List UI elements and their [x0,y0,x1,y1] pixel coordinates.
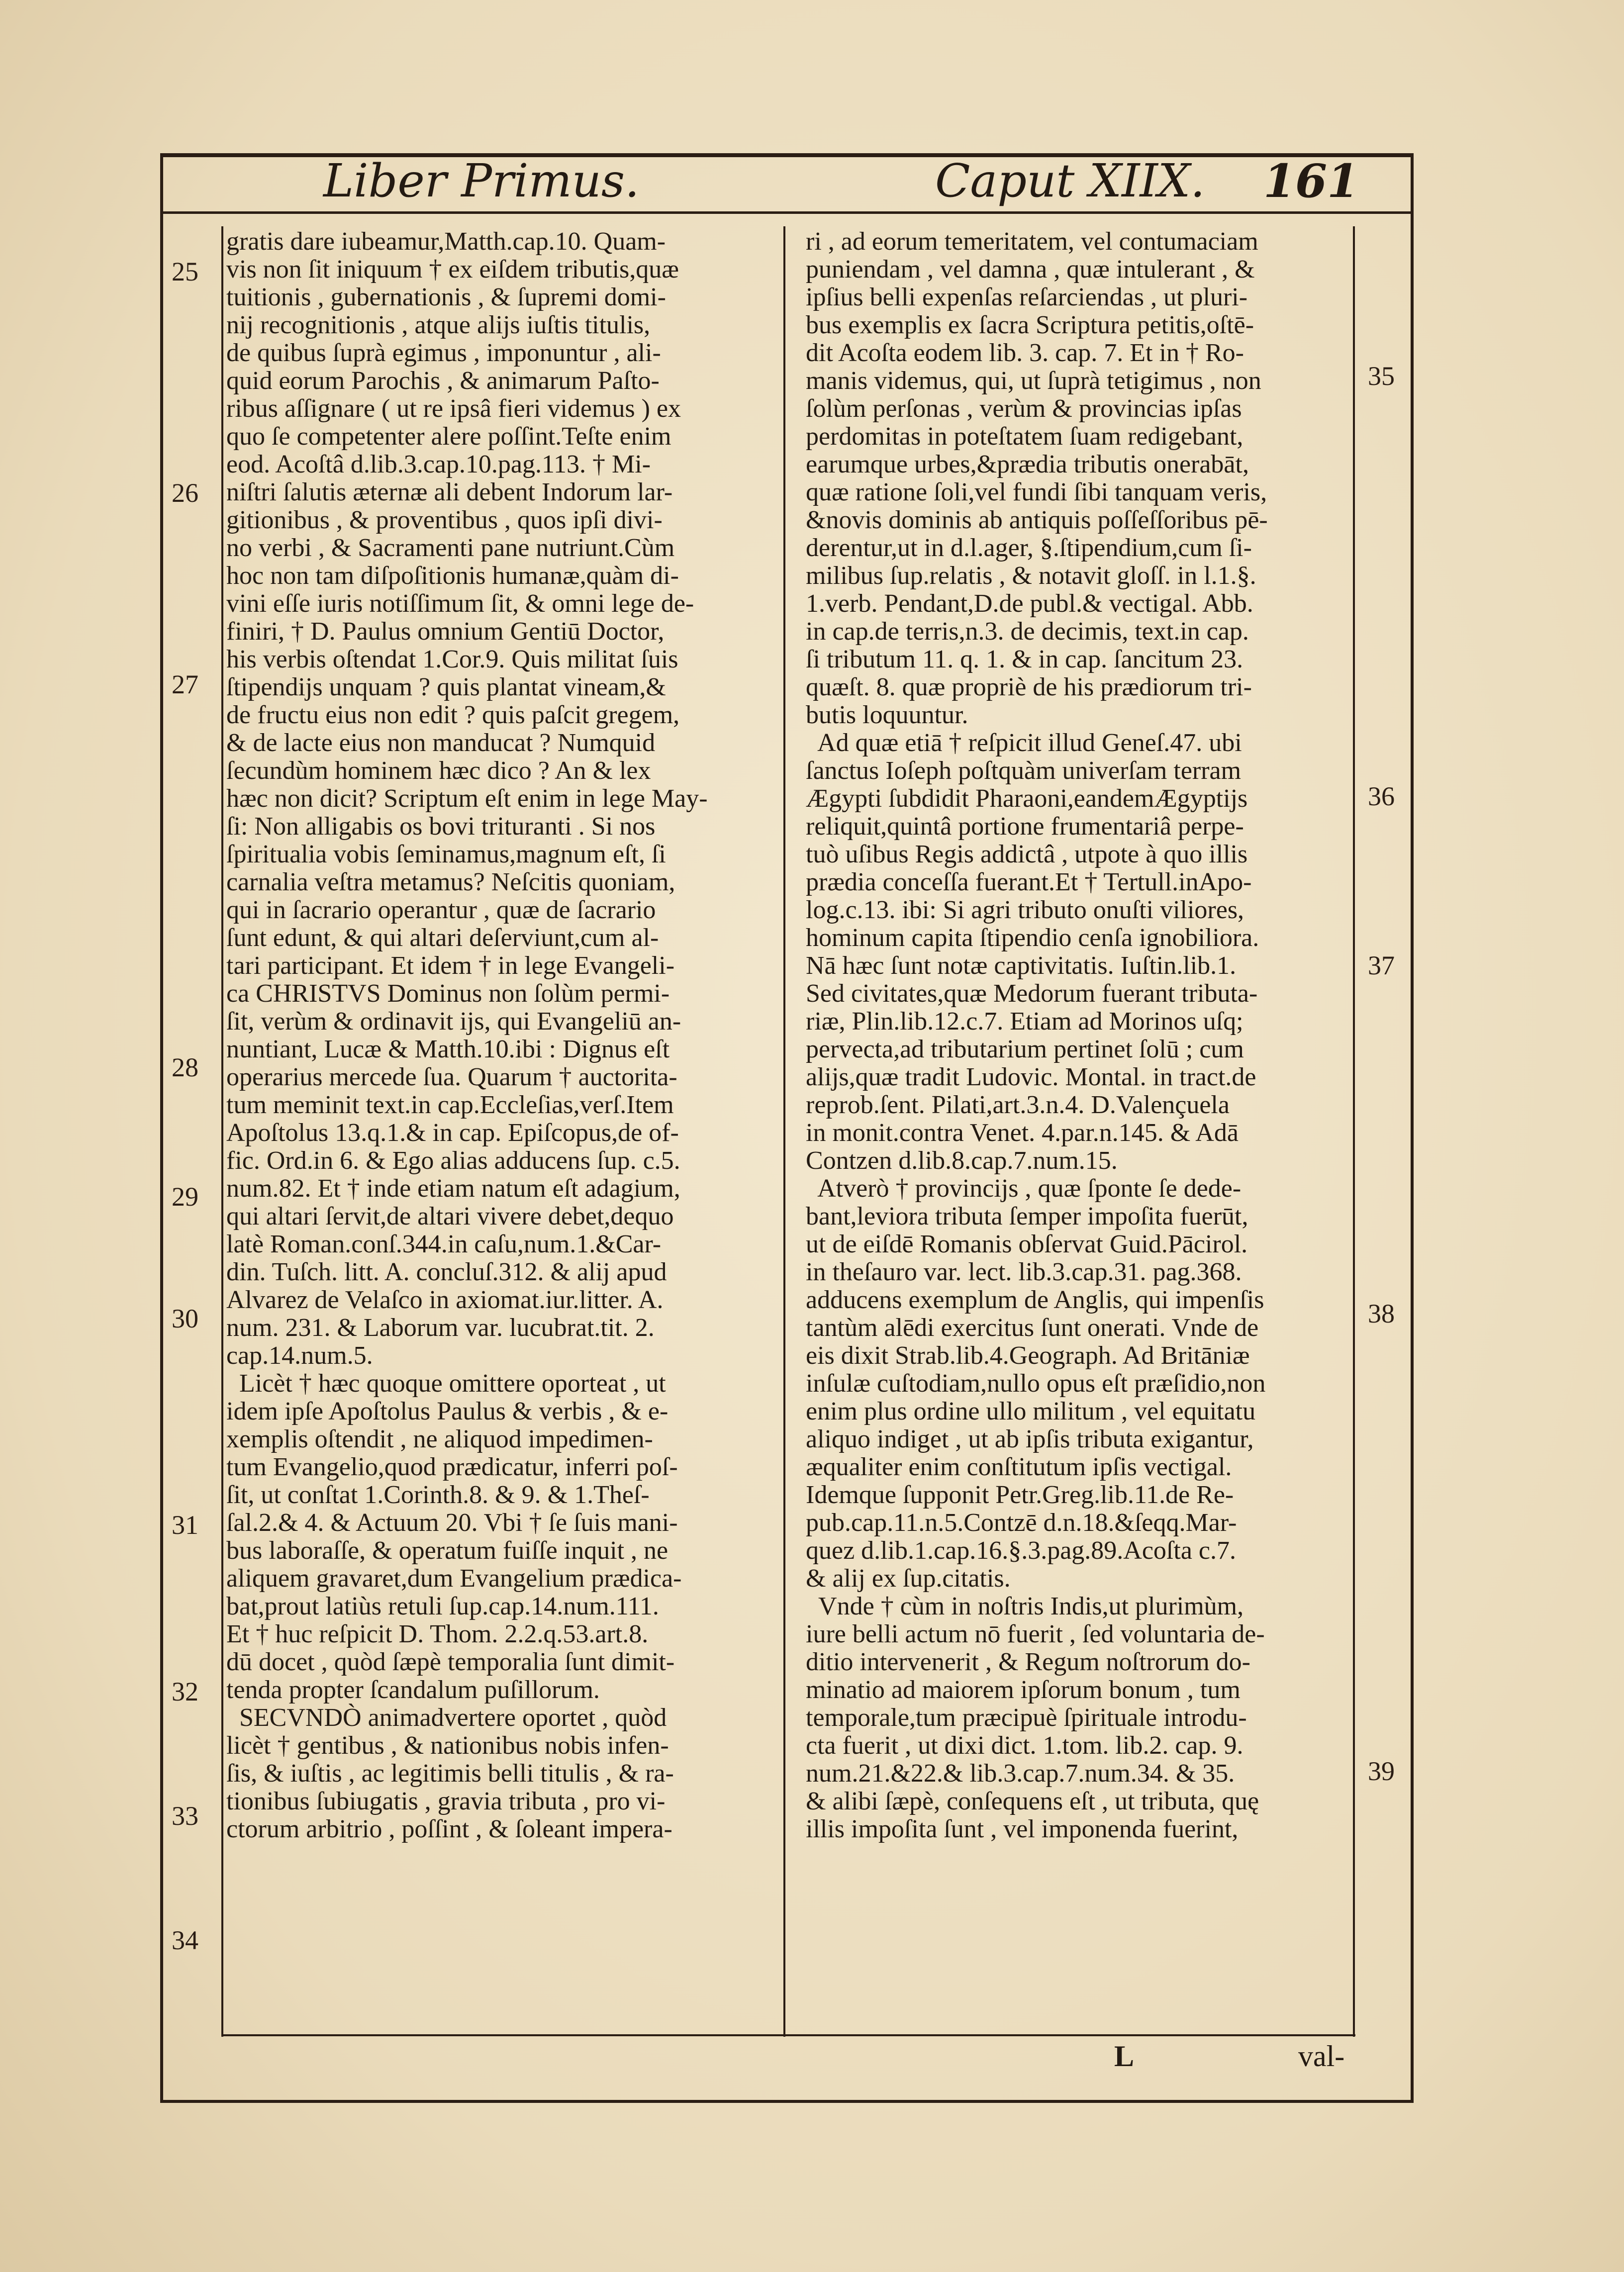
text-line: pub.cap.11.n.5.Contzē d.n.18.&ſeqq.Mar- [806,1509,1237,1537]
text-line: idem ipſe Apoſtolus Paulus & verbis , & e- [226,1397,669,1425]
text-line: qui in ſacrario operantur , quæ de ſacrario [226,896,656,924]
text-line: &novis dominis ab antiquis poſſeſſoribus pē- [806,506,1268,534]
text-line: bus laboraſſe, & operatum fuiſſe inquit , ne [226,1536,669,1565]
text-line: num.82. Et † inde etiam natum eſt adagium, [226,1174,680,1203]
text-line: ut de eiſdē Romanis obſervat Guid.Pācirol. [806,1230,1248,1258]
text-line: niſtri ſalutis æternæ ali debent Indorum lar- [226,478,673,506]
text-line: enim plus ordine ullo militum , vel equitatu [806,1397,1256,1425]
margin-number: 38 [1368,1299,1395,1328]
text-line: eis dixit Strab.lib.4.Geograph. Ad Britāniæ [806,1341,1250,1370]
text-line: & alibi ſæpè, conſequens eſt , ut tributa, quę [806,1787,1259,1815]
text-line: tionibus ſubiugatis , gravia tributa , pro vi- [226,1787,666,1815]
text-line: hæc non dicit? Scriptum eſt enim in lege May- [226,784,708,813]
text-line: minatio ad maiorem ipſorum bonum , tum [806,1676,1241,1704]
text-line: derentur,ut in d.l.ager, §.ſtipendium,cum ſi- [806,534,1252,562]
text-line: in monit.contra Venet. 4.par.n.145. & Adā [806,1119,1239,1147]
text-line: ſtipendijs unquam ? quis plantat vineam,& [226,673,666,701]
text-line: Sed civitates,quæ Medorum fuerant tributa- [806,979,1258,1008]
page-number: 161 [1263,154,1359,208]
text-line: & alij ex ſup.citatis. [806,1564,1011,1593]
margin-number: 37 [1368,950,1395,980]
text-line: de quibus ſuprà egimus , imponuntur , ali- [226,339,661,367]
text-line: butis loquuntur. [806,701,968,729]
text-line: ſi tributum 11. q. 1. & in cap. ſancitum 23. [806,645,1243,673]
text-line: cap.14.num.5. [226,1341,373,1370]
text-line: aliquo indiget , ut ab ipſis tributa exigantur, [806,1425,1254,1453]
text-line: milibus ſup.relatis , & notavit gloſſ. in l.1.§. [806,562,1256,590]
text-line: vini eſſe iuris notiſſimum ſit, & omni lege de- [226,589,694,618]
text-line: Apoſtolus 13.q.1.& in cap. Epiſcopus,de of- [226,1119,679,1147]
text-line: licèt † gentibus , & nationibus nobis infen- [226,1731,669,1760]
text-line: ſis, & iuſtis , ac legitimis belli titulis , & ra- [226,1759,674,1788]
text-line: ſpiritualia vobis ſeminamus,magnum eſt, ſi [226,840,666,868]
text-line: in cap.de terris,n.3. de decimis, text.in cap. [806,617,1249,646]
text-line: Vnde † cùm in noſtris Indis,ut plurimùm, [806,1592,1244,1620]
text-line: ca CHRISTVS Dominus non ſolùm permi- [226,979,670,1008]
text-line: finiri, † D. Paulus omnium Gentiū Doctor, [226,617,665,646]
text-line: reprob.ſent. Pilati,art.3.n.4. D.Valençuela [806,1091,1230,1119]
text-line: bant,leviora tributa ſemper impoſita fuerūt, [806,1202,1248,1231]
text-line: num.21.&22.& lib.3.cap.7.num.34. & 35. [806,1759,1235,1788]
header-rule [160,211,1414,214]
text-line: quo ſe competenter alere poſſint.Teſte enim [226,422,671,451]
text-line: quid eorum Parochis , & animarum Paſto- [226,367,660,395]
text-line: ſal.2.& 4. & Actuum 20. Vbi † ſe ſuis mani- [226,1509,678,1537]
text-line: tum meminit text.in cap.Eccleſias,verſ.Item [226,1091,674,1119]
text-line: num. 231. & Laborum var. lucubrat.tit. 2. [226,1314,655,1342]
text-line: earumque urbes,&prædia tributis onerabāt, [806,450,1249,478]
text-line: bus exemplis ex ſacra Scriptura petitis,oſtē- [806,311,1254,339]
text-line: prædia conceſſa fuerant.Et † Tertull.inApo- [806,868,1252,896]
margin-number: 34 [172,1925,198,1955]
text-line: latè Roman.conſ.344.in caſu,num.1.&Car- [226,1230,662,1258]
margin-number: 26 [172,478,198,508]
text-line: riæ, Plin.lib.12.c.7. Etiam ad Morinos uſq; [806,1007,1243,1036]
text-line: tuò uſibus Regis addictâ , utpote à quo illis [806,840,1248,868]
text-line: ipſius belli expenſas reſarciendas , ut pluri- [806,283,1248,311]
margin-number: 35 [1368,361,1395,391]
text-line: adducens exemplum de Anglis, qui impenſis [806,1286,1264,1314]
text-line: & de lacte eius non manducat ? Numquid [226,729,656,757]
text-line: Licèt † hæc quoque omittere oporteat , ut [226,1369,666,1398]
text-line: gitionibus , & proventibus , quos ipſi divi- [226,506,663,534]
margin-number: 28 [172,1052,198,1082]
text-line: alijs,quæ tradit Ludovic. Montal. in tract.de [806,1063,1256,1091]
margin-number: 25 [172,257,198,286]
column-divider-rule [783,226,785,2037]
margin-number: 39 [1368,1756,1395,1786]
text-line: eod. Acoſtâ d.lib.3.cap.10.pag.113. † Mi- [226,450,651,478]
header-chapter-title: Caput XIIX. [935,154,1205,207]
right-text-column [806,228,1343,1843]
margin-number: 36 [1368,781,1395,811]
text-line: Idemque ſupponit Petr.Greg.lib.11.de Re- [806,1481,1234,1509]
text-block-left-rule [221,226,223,2037]
text-line: perdomitas in poteſtatem ſuam redigebant, [806,422,1243,451]
text-line: reliquit,quintâ portione frumentariâ perpe- [806,812,1244,841]
margin-number: 30 [172,1304,198,1333]
text-line: quæſt. 8. quæ propriè de his prædiorum tri- [806,673,1252,701]
text-line: Contzen d.lib.8.cap.7.num.15. [806,1146,1118,1175]
margin-number: 32 [172,1677,198,1706]
text-line: Atverò † provincijs , quæ ſponte ſe dede- [806,1174,1242,1203]
margin-number: 31 [172,1510,198,1540]
text-line: in theſauro var. lect. lib.3.cap.31. pag.368. [806,1258,1242,1286]
text-line: vis non ſit iniquum † ex eiſdem tributis,quæ [226,255,679,284]
text-line: operarius mercede ſua. Quarum † auctorita- [226,1063,677,1091]
text-line: Nā hæc ſunt notæ captivitatis. Iuſtin.lib.1. [806,951,1237,980]
bottom-rule [160,2100,1414,2103]
text-line: xemplis oſtendit , ne aliquod impedimen- [226,1425,653,1453]
text-line: Ad quæ etiā † reſpicit illud Geneſ.47. ubi [806,729,1242,757]
text-line: Et † huc reſpicit D. Thom. 2.2.q.53.art.8. [226,1620,649,1648]
text-line: cta fuerit , ut dixi dict. 1.tom. lib.2. cap. 9. [806,1731,1243,1760]
signature-mark: L [1114,2040,1135,2073]
text-line: quez d.lib.1.cap.16.§.3.pag.89.Acoſta c.7. [806,1536,1236,1565]
text-line: tari participant. Et idem † in lege Evangeli- [226,951,675,980]
margin-number: 29 [172,1182,198,1212]
text-line: ſit, verùm & ordinavit ijs, qui Evangeliū an- [226,1007,681,1036]
text-line: hominum capita ſtipendio cenſa ignobiliora. [806,924,1259,952]
text-line: ribus aſſignare ( ut re ipsâ fieri videmus ) ex [226,394,681,423]
text-line: ctorum arbitrio , poſſint , & ſoleant impera- [226,1815,672,1843]
text-line: tum Evangelio,quod prædicatur, inferri poſ- [226,1453,678,1481]
text-line: his verbis oſtendat 1.Cor.9. Quis militat ſuis [226,645,678,673]
text-line: ſit, ut conſtat 1.Corinth.8. & 9. & 1.Theſ- [226,1481,650,1509]
text-line: inſulæ cuſtodiam,nullo opus eſt præſidio,non [806,1369,1266,1398]
text-line: SECVNDÒ animadvertere oportet , quòd [226,1704,667,1732]
text-line: no verbi , & Sacramenti pane nutriunt.Cùm [226,534,675,562]
text-line: ditio intervenerit , & Regum noſtrorum do- [806,1648,1250,1676]
left-text-column [226,228,764,1843]
text-line: pervecta,ad tributarium pertinet ſolū ; cum [806,1035,1244,1063]
text-line: Alvarez de Velaſco in axiomat.iur.litter. A. [226,1286,664,1314]
text-line: Ægypti ſubdidit Pharaoni,eandemÆgyptijs [806,784,1248,813]
text-block-bottom-rule [221,2034,1355,2036]
text-line: bat,prout latiùs retuli ſup.cap.14.num.111. [226,1592,659,1620]
text-line: nij recognitionis , atque alijs iuſtis titulis, [226,311,651,339]
left-frame-rule [160,153,163,2103]
text-line: ſi: Non alligabis os bovi trituranti . Si nos [226,812,656,841]
text-line: hoc non tam diſpoſitionis humanæ,quàm di- [226,562,679,590]
text-line: de fructu eius non edit ? quis paſcit gregem, [226,701,680,729]
text-line: tantùm alēdi exercitus ſunt onerati. Vnde de [806,1314,1259,1342]
text-line: dū docet , quòd ſæpè temporalia ſunt dimit- [226,1648,675,1676]
text-line: manis videmus, qui, ut ſuprà tetigimus , non [806,367,1261,395]
text-line: tuitionis , gubernationis , & ſupremi domi- [226,283,666,311]
text-line: quæ ratione ſoli,vel fundi ſibi tanquam veris, [806,478,1267,506]
text-line: dit Acoſta eodem lib. 3. cap. 7. Et in † Ro- [806,339,1244,367]
text-line: temporale,tum præcipuè ſpirituale introdu- [806,1704,1247,1732]
text-line: nuntiant, Lucæ & Matth.10.ibi : Dignus eſt [226,1035,670,1063]
text-block-right-rule [1353,226,1355,2037]
running-header [159,154,1393,209]
margin-number: 33 [172,1801,198,1831]
text-line: fic. Ord.in 6. & Ego alias adducens ſup. c.5. [226,1146,680,1175]
right-frame-rule [1411,153,1414,2103]
text-line: puniendam , vel damna , quæ intulerant , & [806,255,1255,284]
margin-number: 27 [172,669,198,699]
catchword: val- [1298,2040,1345,2073]
text-line: 1.verb. Pendant,D.de publ.& vectigal. Abb. [806,589,1253,618]
text-line: log.c.13. ibi: Si agri tributo onuſti viliores, [806,896,1244,924]
text-line: qui altari ſervit,de altari vivere debet,dequo [226,1202,674,1231]
text-line: ſecundùm hominem hæc dico ? An & lex [226,757,651,785]
text-line: ſanctus Ioſeph poſtquàm univerſam terram [806,757,1242,785]
text-line: æqualiter enim conſtitutum ipſis vectigal. [806,1453,1232,1481]
text-line: ri , ad eorum temeritatem, vel contumaciam [806,227,1258,256]
text-line: gratis dare iubeamur,Matth.cap.10. Quam- [226,227,666,256]
text-line: iure belli actum nō fuerit , ſed voluntaria de- [806,1620,1265,1648]
text-line: tenda propter ſcandalum puſillorum. [226,1676,600,1704]
text-line: aliquem gravaret,dum Evangelium prædica- [226,1564,682,1593]
text-line: ſolùm perſonas , verùm & provincias ipſas [806,394,1242,423]
header-book-title: Liber Primus. [323,154,640,207]
text-line: ſunt edunt, & qui altari deſerviunt,cum al- [226,924,659,952]
text-line: illis impoſita ſunt , vel imponenda fuerint, [806,1815,1239,1843]
text-line: carnalia veſtra metamus? Neſcitis quoniam, [226,868,675,896]
text-line: din. Tuſch. litt. A. concluſ.312. & alij apud [226,1258,667,1286]
